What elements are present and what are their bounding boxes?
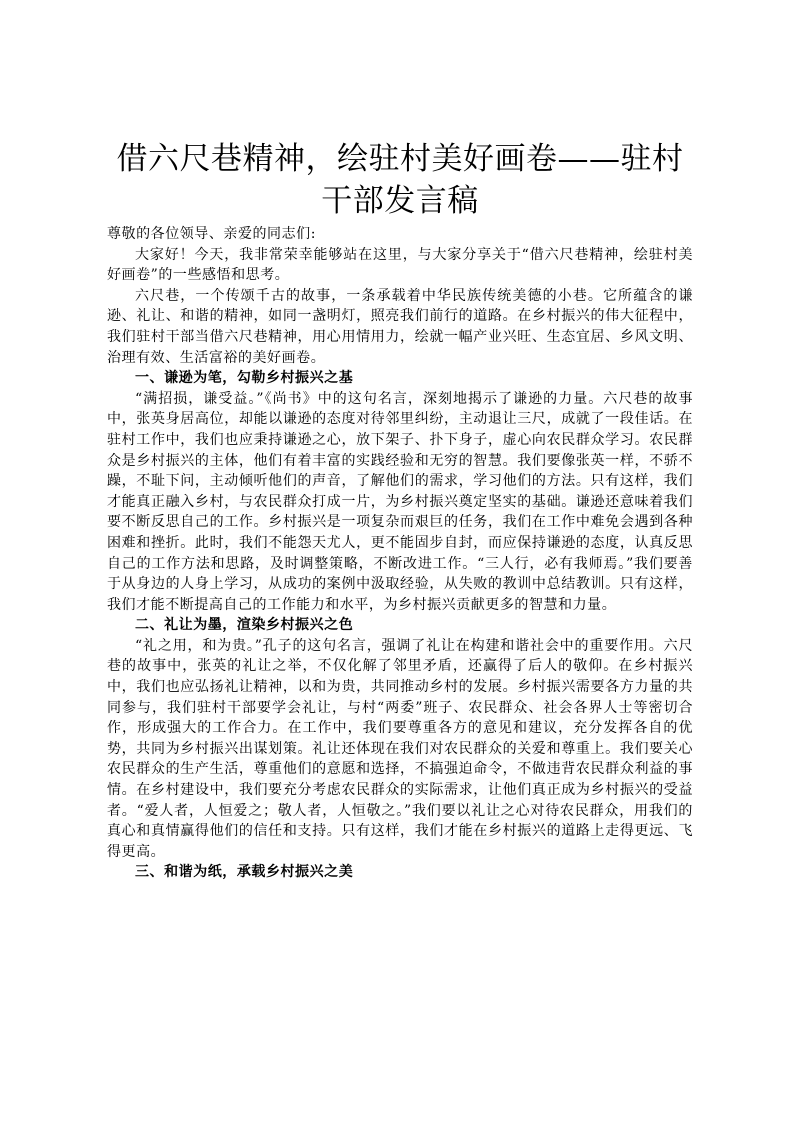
section-1-paragraph: “满招损，谦受益。”《尚书》中的这句名言，深刻地揭示了谦逊的力量。六尺巷的故事中，张英身居高位，却能以谦逊的态度对待邻里纠纷，主动退让三尺，成就了一段佳话。在驻村工作中，我们也应秉持谦逊之心，放下架子、扑下身子，虚心向农民群众学习。农民群众是乡村振兴的主体，他们有着丰富的实践经验和无穷的智慧。我们要像张英一样，不骄不躁，不耻下问，主动倾听他们的声音，了解他们的需求，学习他们的方法。只有这样，我们才能真正融入乡村，与农民群众打成一片，为乡村振兴奠定坚实的基础。谦逊还意味着我们要不断反思自己的工作。乡村振兴是一项复杂而艰巨的任务，我们在工作中难免会遇到各种困难和挫折。此时，我们不能怨天尤人，更不能固步自封，而应保持谦逊的态度，认真反思自己的工作方法和思路，及时调整策略，不断改进工作。“三人行，必有我师焉。”我们要善于从身边的人身上学习，从成功的案例中汲取经验，从失败的教训中总结教训。只有这样，我们才能不断提高自己的工作能力和水平，为乡村振兴贡献更多的智慧和力量。 xyxy=(107,390,693,613)
intro-paragraph: 大家好！今天，我非常荣幸能够站在这里，与大家分享关于“借六尺巷精神，绘驻村美好画卷”的一些感悟和思考。 xyxy=(107,246,693,284)
document-body xyxy=(107,224,693,883)
section-3-heading: 三、和谐为纸，承载乡村振兴之美 xyxy=(135,864,354,881)
salutation: 尊敬的各位领导、亲爱的同志们: xyxy=(107,226,316,242)
section-2-heading: 二、礼让为墨，渲染乡村振兴之色 xyxy=(135,617,354,634)
section-2-paragraph: “礼之用，和为贵。”孔子的这句名言，强调了礼让在构建和谐社会中的重要作用。六尺巷的故事中，张英的礼让之举，不仅化解了邻里矛盾，还赢得了后人的敬仰。在乡村振兴中，我们也应弘扬礼让精神，以和为贵，共同推动乡村的发展。乡村振兴需要各方力量的共同参与，我们驻村干部要学会礼让，与村“两委”班子、农民群众、社会各界人士等密切合作，形成强大的工作合力。在工作中，我们要尊重各方的意见和建议，充分发挥各自的优势，共同为乡村振兴出谋划策。礼让还体现在我们对农民群众的关爱和尊重上。我们要关心农民群众的生产生活，尊重他们的意愿和选择，不搞强迫命令，不做违背农民群众利益的事情。在乡村建设中，我们要充分考虑农民群众的实际需求，让他们真正成为乡村振兴的受益者。“爱人者，人恒爱之；敬人者，人恒敬之。”我们要以礼让之心对待农民群众，用我们的真心和真情赢得他们的信任和支持。只有这样，我们才能在乡村振兴的道路上走得更远、飞得更高。 xyxy=(107,637,693,860)
document-page xyxy=(107,138,693,883)
background-paragraph: 六尺巷，一个传颂千古的故事，一条承载着中华民族传统美德的小巷。它所蕴含的谦逊、礼让、和谐的精神，如同一盏明灯，照亮我们前行的道路。在乡村振兴的伟大征程中，我们驻村干部当借六尺巷精神，用心用情用力，绘就一幅产业兴旺、生态宜居、乡风文明、治理有效、生活富裕的美好画卷。 xyxy=(107,287,693,366)
document-title: 借六尺巷精神，绘驻村美好画卷——驻村干部发言稿 xyxy=(116,141,684,219)
section-1-heading: 一、谦逊为笔，勾勒乡村振兴之基 xyxy=(135,370,354,387)
